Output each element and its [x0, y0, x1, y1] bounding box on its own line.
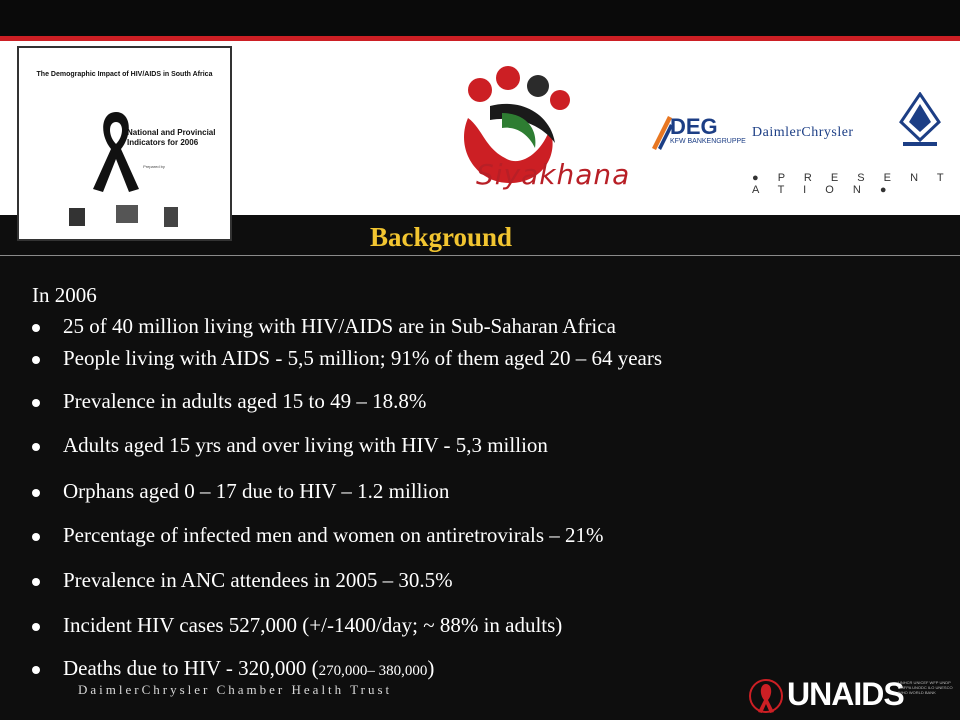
bullet-text-deaths	[63, 656, 434, 681]
bullet-dot	[32, 324, 40, 332]
bullet-text: Incident HIV cases 527,000 (+/-1400/day; ~ 88% in adults)	[63, 613, 563, 637]
thumbnail-subtitle: National and Provincial Indicators for 2006	[127, 128, 216, 147]
thumbnail-title: The Demographic Impact of HIV/AIDS in South Africa	[36, 71, 213, 78]
bullet-text: Adults aged 15 yrs and over living with HIV - 5,3 million	[63, 433, 548, 457]
deaths-main: Deaths due to HIV - 320,000 (	[63, 656, 319, 680]
deaths-close: )	[427, 656, 435, 680]
bullet-dot	[32, 666, 40, 674]
bullet-text: Prevalence in ANC attendees in 2005 – 30.5%	[63, 568, 453, 592]
thumbnail-prepared-by: Prepared by	[143, 164, 165, 169]
top-bar	[0, 0, 960, 36]
unaids-partners-list: UNHCR UNICEF WFP UNDP UNFPA UNODC ILO UNESCO WHO WORLD BANK	[898, 680, 953, 695]
title-divider	[0, 255, 960, 256]
siyakhana-wordmark: Siyakhana	[476, 158, 631, 191]
intro-line: In 2006	[32, 283, 97, 307]
bullet-dot	[32, 356, 40, 364]
unaids-logo-text: UNAIDS	[787, 676, 904, 712]
bullet-text: People living with AIDS - 5,5 million; 91% of them aged 20 – 64 years	[63, 346, 663, 370]
deaths-range: 270,000– 380,000	[318, 663, 428, 679]
bullet-text: Orphans aged 0 – 17 due to HIV – 1.2 million	[63, 479, 450, 503]
bullet-dot	[32, 623, 40, 631]
bullet-dot	[32, 533, 40, 541]
bullet-text: Prevalence in adults aged 15 to 49 – 18.8%	[63, 389, 427, 413]
deg-logo-subtext: KFW BANKENGRUPPE	[670, 138, 746, 145]
footer-trust-text: DaimlerChrysler Chamber Health Trust	[78, 682, 393, 697]
chamber-logo-icon	[895, 92, 945, 152]
daimlerchrysler-logo-text: DaimlerChrysler	[752, 125, 854, 140]
bullet-text: Percentage of infected men and women on antiretrovirals – 21%	[63, 523, 604, 547]
bullet-dot	[32, 489, 40, 497]
bullet-text: 25 of 40 million living with HIV/AIDS are in Sub-Saharan Africa	[63, 314, 616, 338]
bullet-dot	[32, 399, 40, 407]
bullet-dot	[32, 578, 40, 586]
deg-logo-text: DEG	[670, 114, 718, 139]
slide-title: Background	[370, 222, 513, 252]
banner-red-strip	[0, 36, 960, 41]
report-cover-thumbnail	[17, 46, 232, 241]
bullet-dot	[32, 443, 40, 451]
thumbnail-logos	[64, 203, 204, 233]
aids-ribbon-icon	[81, 104, 151, 194]
presentation-tagline: ● P R E S E N T A T I O N ●	[752, 172, 952, 196]
